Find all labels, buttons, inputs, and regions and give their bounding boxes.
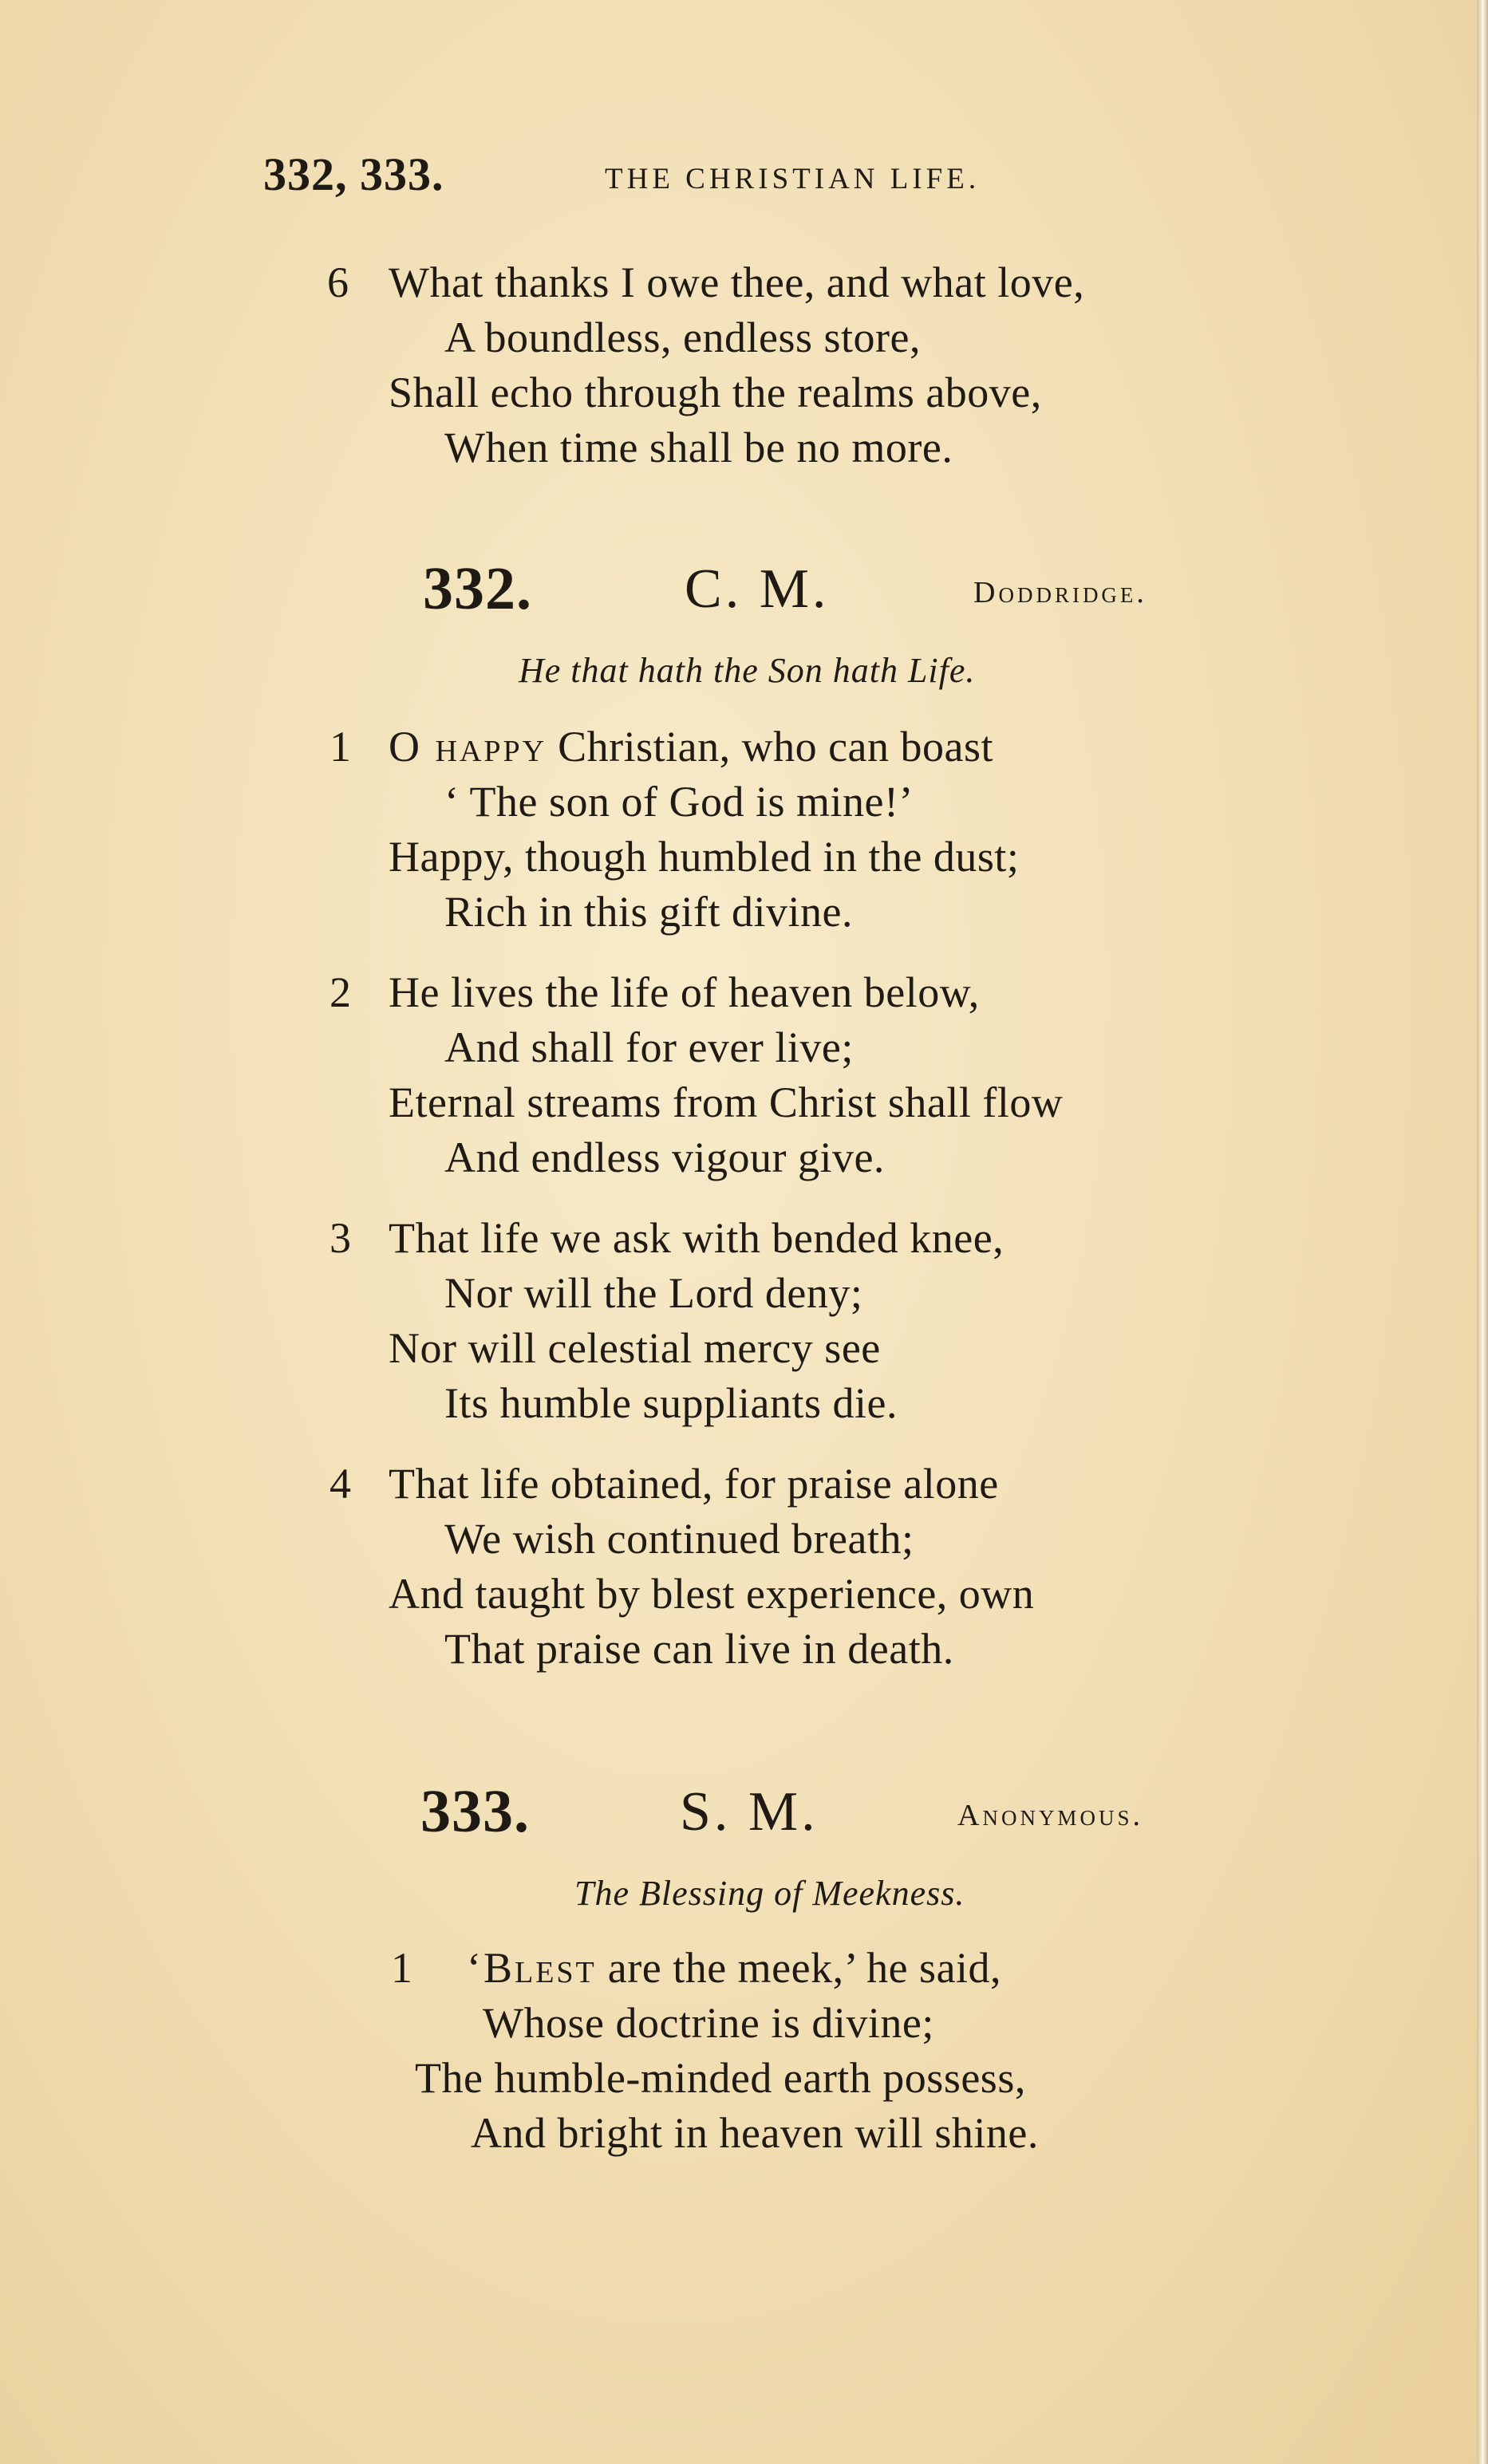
verse-line: Happy, though humbled in the dust; <box>389 833 1020 881</box>
verse-line: Nor will celestial mercy see <box>389 1324 881 1372</box>
hymn-332-header <box>0 554 1488 626</box>
verse-line: And shall for ever live; <box>444 1023 854 1071</box>
verse-line: He lives the life of heaven below, <box>389 968 980 1016</box>
verse-line: Its humble suppliants die. <box>444 1379 898 1427</box>
hymn-author: Doddridge. <box>973 576 1147 609</box>
hymn-author: Anonymous. <box>957 1799 1143 1832</box>
stanza-number: 1 <box>330 723 351 771</box>
stanza-number: 6 <box>327 258 349 306</box>
line-rest: are the meek,’ he said, <box>596 1944 1002 1992</box>
line-rest: Christian, who can boast <box>547 723 994 771</box>
verse-line: And endless vigour give. <box>444 1133 885 1181</box>
verse-line <box>389 722 993 771</box>
hymn-subtitle: He that hath the Son hath Life. <box>519 651 976 690</box>
verse-line: And bright in heaven will shine. <box>471 2109 1039 2157</box>
verse-line: When time shall be no more. <box>444 424 953 471</box>
verse-line: That life obtained, for praise alone <box>389 1460 999 1508</box>
verse-line: The humble-minded earth possess, <box>415 2054 1026 2102</box>
hymn-333-header <box>0 1777 1488 1849</box>
hymn-number: 333. <box>420 1778 530 1845</box>
verse-line: What thanks I owe thee, and what love, <box>389 258 1085 306</box>
verse-line: We wish continued breath; <box>444 1515 914 1563</box>
opening-words: ‘Blest <box>467 1944 597 1992</box>
verse-line: Eternal streams from Christ shall flow <box>389 1078 1064 1126</box>
hymn-meter: S. M. <box>680 1781 819 1843</box>
stanza-number: 4 <box>330 1460 351 1508</box>
stanza-number: 2 <box>330 968 351 1016</box>
verse-line: That praise can live in death. <box>444 1625 954 1673</box>
hymn-meter: C. M. <box>685 558 830 620</box>
opening-words: O happy <box>389 723 547 771</box>
stanza-number: 1 <box>391 1944 412 1992</box>
verse-line: Nor will the Lord deny; <box>444 1269 863 1317</box>
section-title: THE CHRISTIAN LIFE. <box>605 163 981 195</box>
running-head <box>263 148 1085 211</box>
verse-line: ‘ The son of God is mine!’ <box>444 778 914 826</box>
verse-line: That life we ask with bended knee, <box>389 1214 1004 1262</box>
page-numbers: 332, 333. <box>263 148 444 200</box>
verse-line <box>467 1943 1001 1993</box>
hymn-number: 332. <box>423 555 532 622</box>
verse-line: A boundless, endless store, <box>444 313 921 361</box>
verse-line: Shall echo through the realms above, <box>389 369 1042 416</box>
verse-line: And taught by blest experience, own <box>389 1570 1035 1618</box>
verse-line: Whose doctrine is divine; <box>483 1999 934 2047</box>
stanza-number: 3 <box>330 1214 351 1262</box>
page-edge <box>1477 0 1488 2464</box>
verse-line: Rich in this gift divine. <box>444 888 853 936</box>
hymn-subtitle: The Blessing of Meekness. <box>574 1874 965 1913</box>
